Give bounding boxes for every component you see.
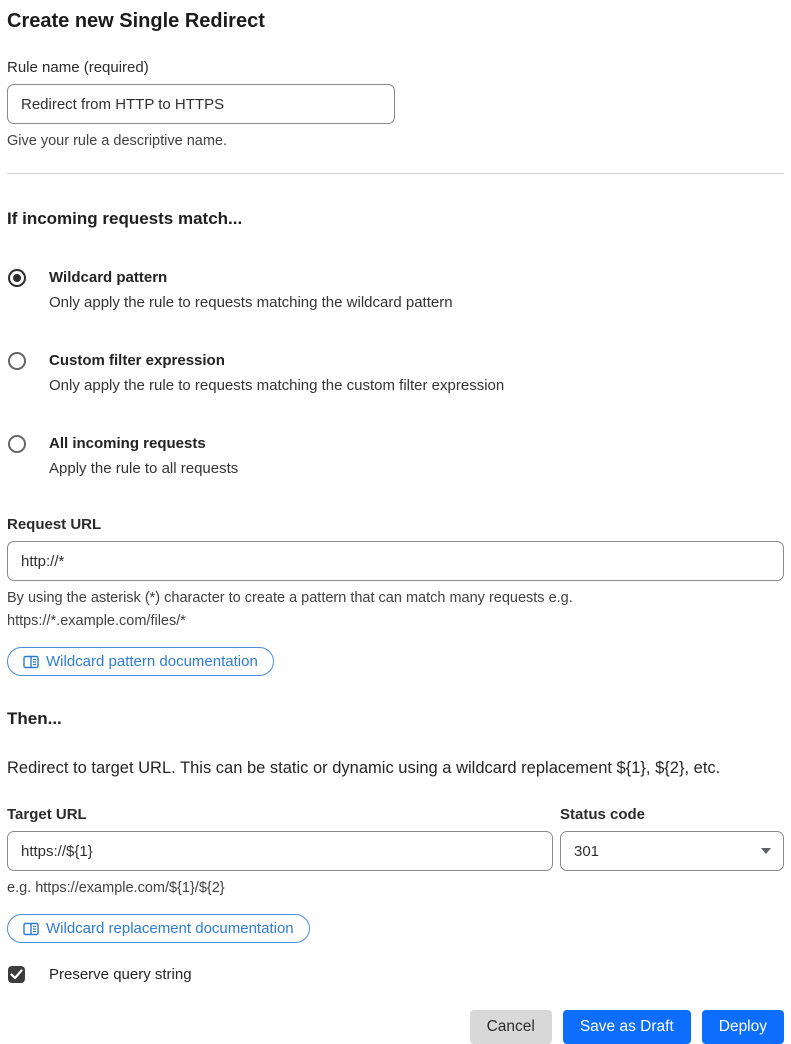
radio-option-custom-filter: [7, 351, 784, 396]
radio-option-all-requests: [7, 434, 784, 479]
cancel-button[interactable]: Cancel: [470, 1010, 552, 1044]
target-url-label: Target URL: [7, 806, 87, 823]
match-section-heading: If incoming requests match...: [7, 209, 243, 228]
then-description: Redirect to target URL. This can be static or dynamic using a wildcard replacement ${1}, ${2}, etc.: [7, 759, 721, 777]
radio-wildcard-pattern-label[interactable]: Wildcard pattern: [49, 269, 168, 286]
radio-all-requests-description: Apply the rule to all requests: [49, 460, 239, 477]
status-code-select[interactable]: [560, 831, 784, 871]
book-icon: [23, 921, 39, 937]
then-section-heading: Then...: [7, 709, 62, 728]
page-title: Create new Single Redirect: [7, 10, 265, 32]
radio-custom-filter[interactable]: [8, 352, 26, 370]
target-url-helper: e.g. https://example.com/${1}/${2}: [7, 880, 225, 896]
preserve-query-label[interactable]: Preserve query string: [49, 966, 192, 983]
wildcard-pattern-docs-label: Wildcard pattern documentation: [46, 653, 258, 670]
form-footer: [7, 1010, 784, 1044]
radio-custom-filter-label[interactable]: Custom filter expression: [49, 352, 225, 369]
preserve-query-checkbox[interactable]: [8, 966, 25, 983]
request-url-helper: [7, 587, 647, 633]
radio-all-requests-label[interactable]: All incoming requests: [49, 435, 206, 452]
rule-name-label: Rule name (required): [7, 59, 149, 76]
wildcard-pattern-docs-button[interactable]: [7, 647, 274, 676]
target-status-row: [7, 805, 784, 900]
status-code-value: 301: [574, 842, 600, 860]
radio-custom-filter-description: Only apply the rule to requests matching the custom filter expression: [49, 377, 505, 394]
save-as-draft-button[interactable]: Save as Draft: [563, 1010, 691, 1044]
radio-all-requests[interactable]: [8, 435, 26, 453]
request-url-label: Request URL: [7, 516, 102, 533]
wildcard-replacement-docs-button[interactable]: [7, 914, 310, 943]
chevron-down-icon: [761, 848, 771, 854]
deploy-button[interactable]: Deploy: [702, 1010, 784, 1044]
radio-option-wildcard-pattern: [7, 268, 784, 313]
request-url-helper-line1: By using the asterisk (*) character to create a pattern that can match many requests e.g.: [7, 590, 573, 606]
rule-name-helper: Give your rule a descriptive name.: [7, 133, 228, 149]
rule-name-input[interactable]: [7, 84, 395, 124]
book-icon: [23, 654, 39, 670]
radio-wildcard-pattern-description: Only apply the rule to requests matching the wildcard pattern: [49, 294, 453, 311]
request-url-helper-line2: https://*.example.com/files/*: [7, 613, 186, 629]
request-url-input[interactable]: [7, 541, 784, 581]
radio-wildcard-pattern[interactable]: [8, 269, 26, 287]
preserve-query-row: [7, 966, 784, 983]
section-divider: [7, 173, 784, 174]
wildcard-replacement-docs-label: Wildcard replacement documentation: [46, 920, 294, 937]
status-code-label: Status code: [560, 806, 646, 823]
target-url-input[interactable]: [7, 831, 553, 871]
